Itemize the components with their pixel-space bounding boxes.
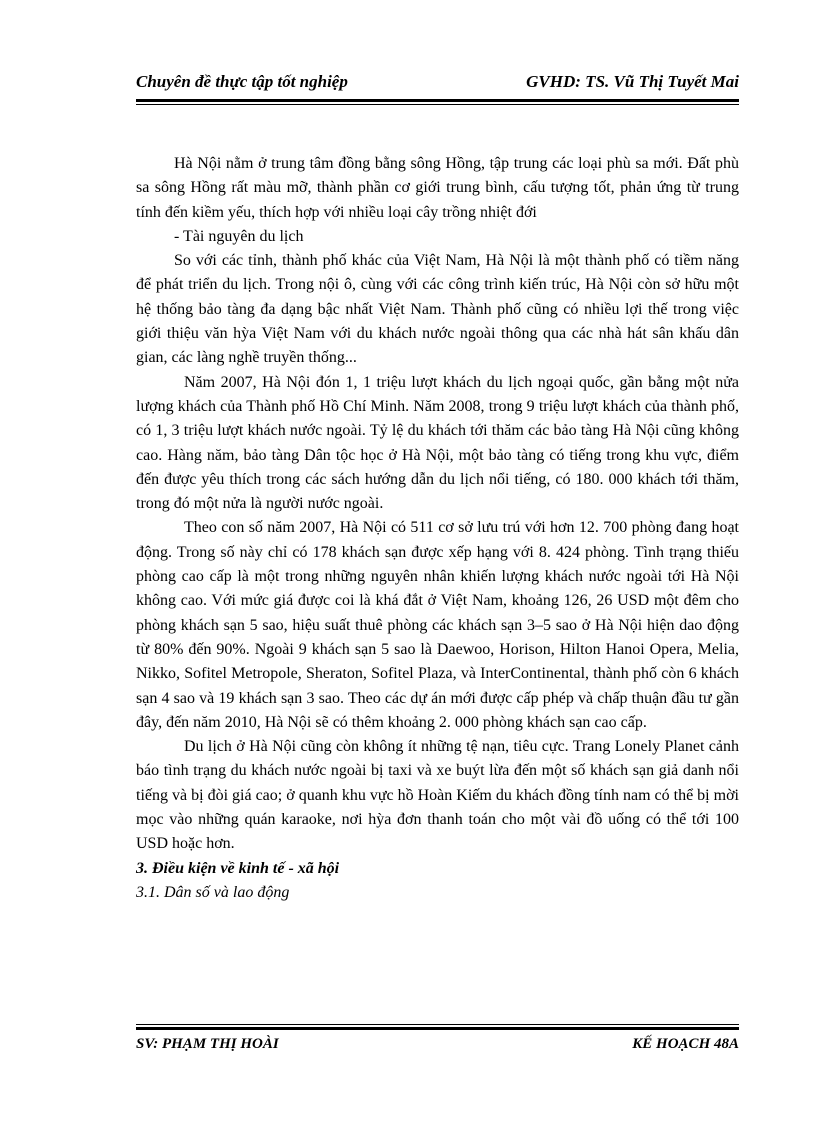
paragraph-problems: Du lịch ở Hà Nội cũng còn không ít những tệ nạn, tiêu cực. Trang Lonely Planet cảnh báo tình trạng du khách nước ngoài bị taxi và xe buýt lừa đến một số khách sạn giả danh nổi tiếng và bị đòi giá cao; ở quanh khu vực hồ Hoàn Kiếm du khách đồng tính nam có thể bị mời mọc vào những quán karaoke, nơi hỳa đơn thanh toán cho một vài đồ uống có thể tới 100 USD hoặc hơn. bbox=[136, 738, 739, 853]
section-heading-3-1: 3.1. Dân số và lao động bbox=[136, 883, 290, 901]
page-header bbox=[136, 72, 739, 98]
footer-student: SV: PHẠM THỊ HOÀI bbox=[136, 1036, 279, 1052]
header-title: Chuyên đề thực tập tốt nghiệp bbox=[136, 72, 348, 91]
header-rule-thick bbox=[136, 99, 739, 102]
footer-rule-thin bbox=[136, 1024, 739, 1025]
section-heading-3: 3. Điều kiện về kinh tế - xã hội bbox=[136, 859, 340, 877]
page-footer bbox=[136, 1036, 739, 1060]
header-supervisor: GVHD: TS. Vũ Thị Tuyết Mai bbox=[526, 72, 739, 91]
document-body bbox=[136, 152, 739, 905]
footer-rule-thick bbox=[136, 1027, 739, 1030]
paragraph-tourism-potential: So với các tỉnh, thành phố khác của Việt Nam, Hà Nội là một thành phố có tiềm năng để phát triển du lịch. Trong nội ô, cùng với các công trình kiến trúc, Hà Nội còn sở hữu một hệ thống bảo tàng đa dạng bậc nhất Việt Nam. Thành phố cũng có nhiều lợi thế trong việc giới thiệu văn hỳa Việt Nam với du khách nước ngoài thông qua các nhà hát sân khấu dân gian, các làng nghề truyền thống... bbox=[136, 252, 739, 367]
paragraph-visitors-2007: Năm 2007, Hà Nội đón 1, 1 triệu lượt khách du lịch ngoại quốc, gần bằng một nửa lượng khách của Thành phố Hồ Chí Minh. Năm 2008, trong 9 triệu lượt khách của thành phố, có 1, 3 triệu lượt khách nước ngoài. Tỷ lệ du khách tới thăm các bảo tàng Hà Nội cũng không cao. Hàng năm, bảo tàng Dân tộc học ở Hà Nội, một bảo tàng có tiếng trong khu vực, điểm đến được yêu thích trong các sách hướng dẫn du lịch nổi tiếng, có 180. 000 khách tới thăm, trong đó một nửa là người nước ngoài. bbox=[136, 373, 739, 513]
paragraph-soil: Hà Nội nằm ở trung tâm đồng bằng sông Hồng, tập trung các loại phù sa mới. Đất phù sa sông Hồng rất màu mỡ, thành phần cơ giới trung bình, cấu tượng tốt, phản ứng từ trung tính đến kiềm yếu, thích hợp với nhiều loại cây trồng nhiệt đới bbox=[136, 155, 739, 221]
footer-class: KẾ HOẠCH 48A bbox=[632, 1036, 739, 1052]
paragraph-tourism-heading: - Tài nguyên du lịch bbox=[174, 227, 304, 245]
paragraph-hotels: Theo con số năm 2007, Hà Nội có 511 cơ sở lưu trú với hơn 12. 700 phòng đang hoạt động. Trong số này chỉ có 178 khách sạn được xếp hạng với 8. 424 phòng. Tình trạng thiếu phòng cao cấp là một trong những nguyên nhân khiến lượng khách nước ngoài tới Hà Nội không cao. Với mức giá được coi là khá đắt ở Việt Nam, khoảng 126, 26 USD một đêm cho phòng khách sạn 5 sao, hiệu suất thuê phòng các khách sạn 3–5 sao ở Hà Nội hiện dao động từ 80% đến 90%. Ngoài 9 khách sạn 5 sao là Daewoo, Horison, Hilton Hanoi Opera, Melia, Nikko, Sofitel Metropole, Sheraton, Sofitel Plaza, và InterContinental, thành phố còn 6 khách sạn 4 sao và 19 khách sạn 3 sao. Theo các dự án mới được cấp phép và chấp thuận đầu tư gần đây, đến năm 2010, Hà Nội sẽ có thêm khoảng 2. 000 phòng khách sạn cao cấp. bbox=[136, 519, 739, 731]
header-rule-thin bbox=[136, 104, 739, 105]
